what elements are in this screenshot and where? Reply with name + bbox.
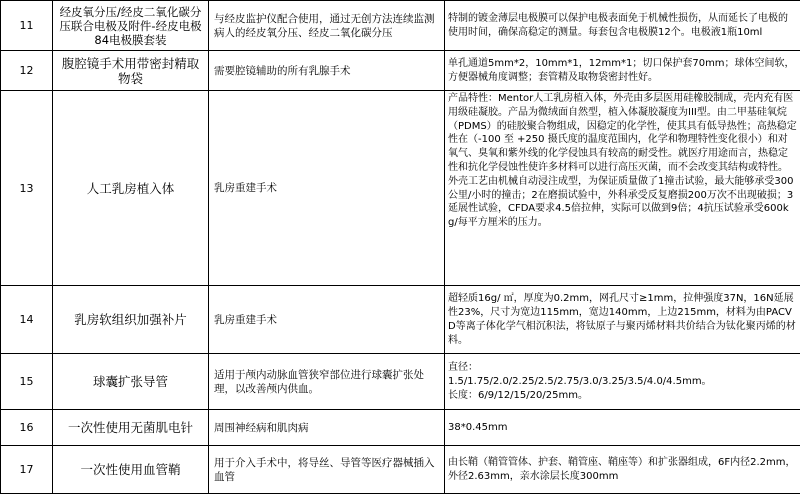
product-spec [445,1,800,51]
spec-line: 产品特性：Mentor人工乳房植入体，外壳由多层医用硅橡胶制成，壳内充有医用级硅凝胶。产品为微绒面自然型，植入体凝胶凝度为III型。由二甲基硅氧烷（PDMS）的硅胶聚合物组成，因稳定的化学性，使其具有低导热性；高热稳定性在（-100 至 +250 摄氏度的温度范围内，化学和物理特性变化很小）和对氧气、臭氧和紫外线的化学侵蚀具有较高的耐受性。就医疗用途而言，热稳定性和抗化学侵蚀性使许多材料可以进行高压灭菌，而不会改变其结构或特性。 [448,93,797,173]
row-number: 13 [1,91,53,286]
product-name: 一次性使用血管鞘 [53,446,209,494]
product-spec [445,286,800,354]
product-use: 与经皮监护仪配合使用，通过无创方法连续监测病人的经皮氧分压、经皮二氧化碳分压 [209,1,445,51]
row-number: 15 [1,354,53,410]
product-name: 腹腔镜手术用带密封精取物袋 [53,51,209,91]
table-row [1,354,800,410]
product-name: 一次性使用无菌肌电针 [53,410,209,446]
product-name: 人工乳房植入体 [53,91,209,286]
spec-line: 超轻质16g/ ㎡，厚度为0.2mm，网孔尺寸≥1mm，拉伸强度37N，16N延展性23%，尺寸为宽边115mm，宽边140mm，上边215mm，材料为由PACVD等离子体化学气相沉积法，将钛原子与聚丙烯材料共价结合为钛化聚丙烯的材料。 [448,292,796,346]
table-row [1,51,800,91]
spec-line: 单孔通道5mm*2，10mm*1，12mm*1；切口保护套70mm；球体空间软，方便器械角度调整；套管精及取物袋密封性好。 [448,57,795,83]
table-row [1,286,800,354]
spec-line: 直径： [448,361,478,373]
product-use: 适用于颅内动脉血管狭窄部位进行球囊扩张处理，以改善颅内供血。 [209,354,445,410]
row-number: 17 [1,446,53,494]
product-spec [445,51,800,91]
spec-line: 由长鞘（鞘管管体、护套、鞘管座、鞘座等）和扩张器组成，6F内径2.2mm，外径2.63mm，亲水涂层长度300mm [448,456,796,482]
table-row [1,446,800,494]
row-number: 11 [1,1,53,51]
product-spec [445,91,800,286]
spec-line: 1.5/1.75/2.0/2.25/2.5/2.75/3.0/3.25/3.5/4.0/4.5mm。 [448,375,712,387]
product-spec [445,446,800,494]
spec-line: 38*0.45mm [448,421,508,433]
spec-line: 外壳工艺由机械自动浸注成型，为保证质量做了1撞击试验，最大能够承受300公里/小时的撞击；2在磨损试验中，外科承受反复磨损200万次不出现破损；3延展性试验，CFDA要求4.5倍拉伸，实际可以做到9倍；4抗压试验承受600kg/每平方厘米的压力。 [448,175,794,229]
product-name: 乳房软组织加强补片 [53,286,209,354]
product-use: 乳房重建手术 [209,286,445,354]
product-use: 周围神经病和肌肉病 [209,410,445,446]
table-row [1,91,800,286]
spec-line: 长度：6/9/12/15/20/25mm。 [448,389,588,401]
row-number: 14 [1,286,53,354]
row-number: 16 [1,410,53,446]
row-number: 12 [1,51,53,91]
product-spec [445,410,800,446]
product-name: 经皮氧分压/经皮二氧化碳分压联合电极及附件-经皮电极84电极膜套装 [53,1,209,51]
product-name: 球囊扩张导管 [53,354,209,410]
product-spec [445,354,800,410]
product-use: 需要腔镜辅助的所有乳腺手术 [209,51,445,91]
product-use: 用于介入手术中，将导丝、导管等医疗器械插入血管 [209,446,445,494]
spec-line: 特制的镀金薄层电极膜可以保护电极表面免于机械性损伤，从而延长了电极的使用时间，确保高稳定的测量。每套包含电极膜12个。电极液1瓶10ml [448,12,788,38]
product-use: 乳房重建手术 [209,91,445,286]
table-row [1,410,800,446]
table-row [1,1,800,51]
